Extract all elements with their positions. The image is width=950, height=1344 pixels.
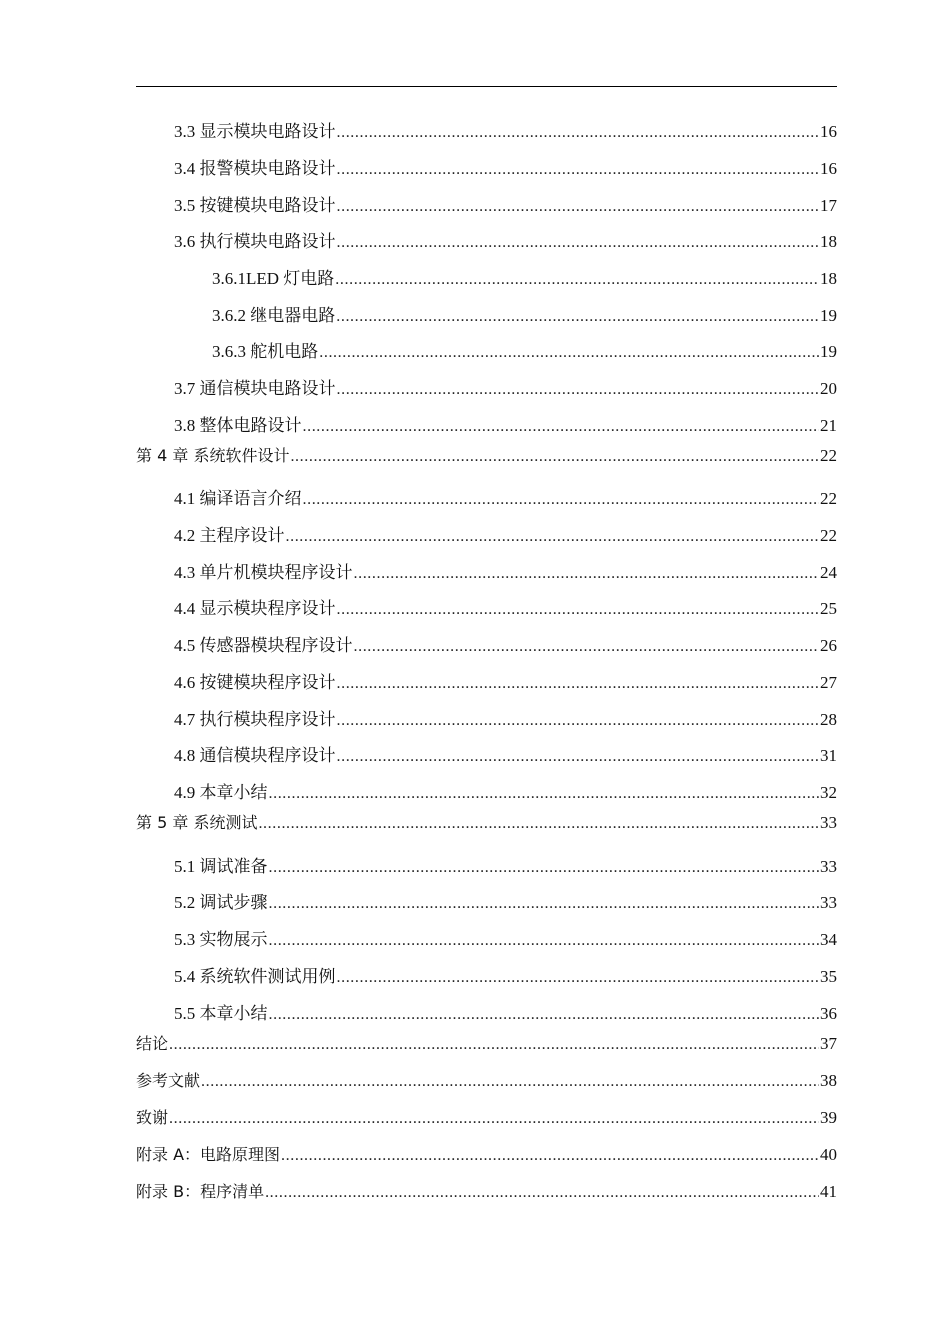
toc-chapter-entry[interactable] — [136, 1069, 837, 1093]
toc-entry-title: 5.1 调试准备 — [174, 857, 268, 876]
toc-entry-title: 3.6.3 舵机电路 — [212, 342, 319, 361]
dot-leader — [258, 812, 819, 836]
toc-entry-title: 5.4 系统软件测试用例 — [174, 967, 336, 986]
toc-entry-title: 4.7 执行模块程序设计 — [174, 710, 336, 729]
toc-entry-title: 3.3 显示模块电路设计 — [174, 122, 336, 141]
dot-leader — [337, 672, 820, 696]
dot-leader — [354, 635, 820, 659]
toc-entry-title: 3.6 执行模块电路设计 — [174, 232, 336, 251]
toc-entry[interactable] — [174, 781, 837, 805]
dot-leader — [337, 598, 820, 622]
toc-entry[interactable] — [174, 708, 837, 732]
toc-entry[interactable] — [174, 965, 837, 989]
toc-chapter-entry[interactable] — [136, 1032, 837, 1056]
toc-entry-page: 33 — [820, 857, 837, 876]
toc-entry-title: 3.4 报警模块电路设计 — [174, 159, 336, 178]
dot-leader — [337, 378, 820, 402]
toc-entry[interactable] — [174, 744, 837, 768]
dot-leader — [269, 856, 820, 880]
toc-chapter-entry[interactable] — [136, 444, 837, 468]
toc-entry-page: 31 — [820, 746, 837, 765]
dot-leader — [281, 1144, 819, 1168]
dot-leader — [201, 1070, 819, 1094]
toc-entry-page: 17 — [820, 196, 837, 215]
toc-entry[interactable] — [174, 597, 837, 621]
toc-entry-title: 附录 B：程序清单 — [136, 1182, 265, 1201]
dot-leader — [337, 966, 820, 990]
toc-entry-title: 3.8 整体电路设计 — [174, 416, 302, 435]
toc-entry-page: 24 — [820, 563, 837, 582]
toc-entry-page: 21 — [820, 416, 837, 435]
dot-leader — [337, 709, 820, 733]
toc-entry[interactable] — [174, 377, 837, 401]
toc-entry-title: 第 5 章 系统测试 — [136, 813, 258, 832]
toc-chapter-entry[interactable] — [136, 811, 837, 835]
toc-entry-title: 4.8 通信模块程序设计 — [174, 746, 336, 765]
dot-leader — [269, 892, 820, 916]
toc-chapter-entry[interactable] — [136, 1106, 837, 1130]
toc-entry-page: 38 — [820, 1071, 837, 1090]
toc-entry-page: 19 — [820, 342, 837, 361]
toc-entry-page: 40 — [820, 1145, 837, 1164]
dot-leader — [269, 929, 820, 953]
dot-leader — [303, 488, 820, 512]
toc-entry-page: 25 — [820, 599, 837, 618]
toc-entry-page: 19 — [820, 306, 837, 325]
toc-entry[interactable] — [174, 928, 837, 952]
toc-entry[interactable] — [174, 891, 837, 915]
toc-entry-page: 32 — [820, 783, 837, 802]
dot-leader — [286, 525, 820, 549]
toc-entry-title: 第 4 章 系统软件设计 — [136, 446, 290, 465]
toc-entry[interactable] — [212, 267, 837, 291]
toc-entry-title: 4.1 编译语言介绍 — [174, 489, 302, 508]
toc-entry-page: 22 — [820, 489, 837, 508]
toc-entry-title: 3.6.1LED 灯电路 — [212, 269, 335, 288]
header-rule — [136, 86, 837, 87]
toc-entry-page: 27 — [820, 673, 837, 692]
toc-entry[interactable] — [174, 487, 837, 511]
toc-entry-page: 26 — [820, 636, 837, 655]
dot-leader — [337, 158, 820, 182]
dot-leader — [337, 231, 820, 255]
toc-entry-title: 致谢 — [136, 1108, 169, 1127]
toc-entry-page: 41 — [820, 1182, 837, 1201]
dot-leader — [265, 1181, 819, 1205]
toc-entry-title: 4.6 按键模块程序设计 — [174, 673, 336, 692]
toc-entry-page: 36 — [820, 1004, 837, 1023]
toc-entry[interactable] — [174, 855, 837, 879]
dot-leader — [354, 562, 820, 586]
toc-entry[interactable] — [174, 157, 837, 181]
toc-entry-title: 5.5 本章小结 — [174, 1004, 268, 1023]
toc-entry-page: 28 — [820, 710, 837, 729]
toc-entry-page: 18 — [820, 269, 837, 288]
toc-chapter-entry[interactable] — [136, 1143, 837, 1167]
toc-entry-page: 16 — [820, 122, 837, 141]
toc-entry-title: 4.2 主程序设计 — [174, 526, 285, 545]
toc-entry-page: 39 — [820, 1108, 837, 1127]
toc-entry-title: 附录 A：电路原理图 — [136, 1145, 281, 1164]
dot-leader — [169, 1107, 819, 1131]
dot-leader — [319, 341, 819, 365]
toc-entry-title: 5.2 调试步骤 — [174, 893, 268, 912]
toc-entry-title: 4.4 显示模块程序设计 — [174, 599, 336, 618]
toc-entry-title: 3.5 按键模块电路设计 — [174, 196, 336, 215]
toc-entry-page: 37 — [820, 1034, 837, 1053]
toc-entry[interactable] — [174, 524, 837, 548]
toc-entry-title: 4.5 传感器模块程序设计 — [174, 636, 353, 655]
toc-entry[interactable] — [174, 1002, 837, 1026]
toc-entry-page: 22 — [820, 526, 837, 545]
toc-entry-title: 参考文献 — [136, 1071, 201, 1090]
toc-entry-title: 5.3 实物展示 — [174, 930, 268, 949]
toc-entry-title: 3.6.2 继电器电路 — [212, 306, 336, 325]
toc-entry-title: 4.9 本章小结 — [174, 783, 268, 802]
toc-chapter-entry[interactable] — [136, 1180, 837, 1204]
dot-leader — [337, 195, 820, 219]
toc-entry-page: 35 — [820, 967, 837, 986]
toc-entry-page: 20 — [820, 379, 837, 398]
dot-leader — [269, 782, 820, 806]
toc-entry-title: 结论 — [136, 1034, 169, 1053]
toc-entry-page: 22 — [820, 446, 837, 465]
toc-entry[interactable] — [174, 561, 837, 585]
toc-entry-page: 33 — [820, 813, 837, 832]
dot-leader — [303, 415, 820, 439]
toc-entry[interactable] — [174, 414, 837, 438]
toc-entry-page: 33 — [820, 893, 837, 912]
dot-leader — [269, 1003, 820, 1027]
dot-leader — [335, 268, 819, 292]
toc-entry[interactable] — [174, 634, 837, 658]
dot-leader — [169, 1033, 819, 1057]
toc-entry[interactable] — [174, 120, 837, 144]
toc-entry-page: 18 — [820, 232, 837, 251]
toc-entry[interactable] — [174, 194, 837, 218]
toc-entry-page: 16 — [820, 159, 837, 178]
dot-leader — [336, 305, 819, 329]
toc-entry-title: 4.3 单片机模块程序设计 — [174, 563, 353, 582]
toc-entry[interactable] — [174, 671, 837, 695]
toc-entry[interactable] — [212, 340, 837, 364]
dot-leader — [337, 745, 820, 769]
dot-leader — [290, 445, 819, 469]
toc-entry-title: 3.7 通信模块电路设计 — [174, 379, 336, 398]
toc-entry[interactable] — [174, 230, 837, 254]
toc-entry[interactable] — [212, 304, 837, 328]
dot-leader — [337, 121, 820, 145]
toc-entry-page: 34 — [820, 930, 837, 949]
